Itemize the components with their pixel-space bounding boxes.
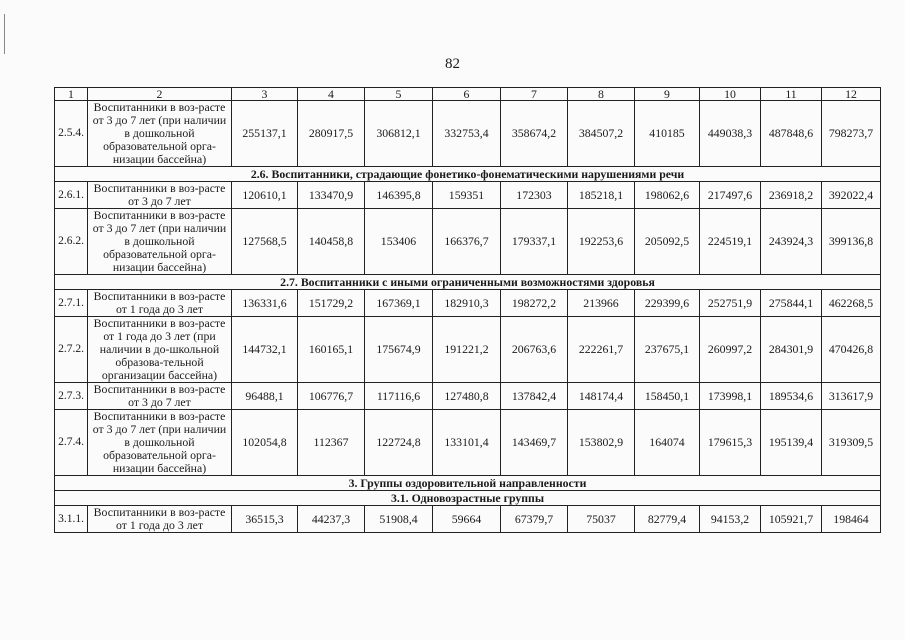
value-cell: 462268,5 — [822, 290, 881, 317]
value-cell: 159351 — [433, 182, 501, 209]
section-heading-row — [55, 167, 881, 182]
value-cell: 217497,6 — [700, 182, 761, 209]
row-code: 2.5.4. — [55, 101, 88, 167]
value-cell: 136331,6 — [232, 290, 298, 317]
value-cell: 158450,1 — [635, 383, 700, 410]
value-cell: 167369,1 — [365, 290, 433, 317]
value-cell: 222261,7 — [568, 317, 635, 383]
value-cell: 410185 — [635, 101, 700, 167]
value-cell: 205092,5 — [635, 209, 700, 275]
row-description: Воспитанники в воз-расте от 3 до 7 лет (при наличии в дошкольной образовательной орга-низации бассейна) — [88, 410, 232, 476]
value-cell: 127568,5 — [232, 209, 298, 275]
table-row — [55, 209, 881, 275]
value-cell: 182910,3 — [433, 290, 501, 317]
value-cell: 198464 — [822, 506, 881, 533]
table-row — [55, 182, 881, 209]
row-description: Воспитанники в воз-расте от 3 до 7 лет — [88, 182, 232, 209]
value-cell: 67379,7 — [501, 506, 568, 533]
table-row — [55, 290, 881, 317]
value-cell: 122724,8 — [365, 410, 433, 476]
value-cell: 487848,6 — [761, 101, 822, 167]
value-cell: 198062,6 — [635, 182, 700, 209]
column-number-7: 7 — [501, 88, 568, 101]
value-cell: 175674,9 — [365, 317, 433, 383]
section-title: 2.7. Воспитанники с иными ограниченными возможностями здоровья — [55, 275, 881, 290]
value-cell: 164074 — [635, 410, 700, 476]
scan-edge-mark — [4, 14, 7, 54]
value-cell: 280917,5 — [298, 101, 365, 167]
row-code: 2.7.3. — [55, 383, 88, 410]
value-cell: 153802,9 — [568, 410, 635, 476]
value-cell: 229399,6 — [635, 290, 700, 317]
table-row — [55, 410, 881, 476]
value-cell: 252751,9 — [700, 290, 761, 317]
value-cell: 137842,4 — [501, 383, 568, 410]
value-cell: 237675,1 — [635, 317, 700, 383]
value-cell: 166376,7 — [433, 209, 501, 275]
value-cell: 82779,4 — [635, 506, 700, 533]
row-code: 2.6.1. — [55, 182, 88, 209]
table-body — [55, 88, 881, 533]
value-cell: 224519,1 — [700, 209, 761, 275]
column-number-2: 2 — [88, 88, 232, 101]
value-cell: 160165,1 — [298, 317, 365, 383]
value-cell: 148174,4 — [568, 383, 635, 410]
value-cell: 146395,8 — [365, 182, 433, 209]
value-cell: 105921,7 — [761, 506, 822, 533]
value-cell: 260997,2 — [700, 317, 761, 383]
row-description: Воспитанники в воз-расте от 3 до 7 лет — [88, 383, 232, 410]
value-cell: 96488,1 — [232, 383, 298, 410]
value-cell: 44237,3 — [298, 506, 365, 533]
value-cell: 255137,1 — [232, 101, 298, 167]
value-cell: 151729,2 — [298, 290, 365, 317]
page-number: 82 — [445, 56, 460, 72]
value-cell: 399136,8 — [822, 209, 881, 275]
section-title: 3. Группы оздоровительной направленности — [55, 476, 881, 491]
row-code: 2.7.2. — [55, 317, 88, 383]
column-number-11: 11 — [761, 88, 822, 101]
column-number-row — [55, 88, 881, 101]
value-cell: 173998,1 — [700, 383, 761, 410]
value-cell: 798273,7 — [822, 101, 881, 167]
row-description: Воспитанники в воз-расте от 1 года до 3 лет (при наличии в до-школьной образова-тельной организации бассейна) — [88, 317, 232, 383]
value-cell: 112367 — [298, 410, 365, 476]
value-cell: 94153,2 — [700, 506, 761, 533]
row-description: Воспитанники в воз-расте от 3 до 7 лет (при наличии в дошкольной образовательной орга-низации бассейна) — [88, 101, 232, 167]
value-cell: 313617,9 — [822, 383, 881, 410]
value-cell: 144732,1 — [232, 317, 298, 383]
column-number-3: 3 — [232, 88, 298, 101]
table-row — [55, 317, 881, 383]
value-cell: 140458,8 — [298, 209, 365, 275]
value-cell: 449038,3 — [700, 101, 761, 167]
tariff-table — [54, 87, 881, 533]
value-cell: 189534,6 — [761, 383, 822, 410]
row-code: 2.7.4. — [55, 410, 88, 476]
value-cell: 127480,8 — [433, 383, 501, 410]
column-number-1: 1 — [55, 88, 88, 101]
value-cell: 275844,1 — [761, 290, 822, 317]
value-cell: 102054,8 — [232, 410, 298, 476]
value-cell: 191221,2 — [433, 317, 501, 383]
value-cell: 195139,4 — [761, 410, 822, 476]
value-cell: 59664 — [433, 506, 501, 533]
table-row — [55, 506, 881, 533]
value-cell: 185218,1 — [568, 182, 635, 209]
value-cell: 120610,1 — [232, 182, 298, 209]
row-code: 2.6.2. — [55, 209, 88, 275]
table-row — [55, 101, 881, 167]
table-row — [55, 383, 881, 410]
value-cell: 198272,2 — [501, 290, 568, 317]
value-cell: 143469,7 — [501, 410, 568, 476]
value-cell: 236918,2 — [761, 182, 822, 209]
value-cell: 213966 — [568, 290, 635, 317]
row-code: 2.7.1. — [55, 290, 88, 317]
section-heading-row — [55, 476, 881, 491]
column-number-4: 4 — [298, 88, 365, 101]
value-cell: 51908,4 — [365, 506, 433, 533]
column-number-9: 9 — [635, 88, 700, 101]
value-cell: 392022,4 — [822, 182, 881, 209]
section-heading-row — [55, 491, 881, 506]
value-cell: 179337,1 — [501, 209, 568, 275]
column-number-10: 10 — [700, 88, 761, 101]
value-cell: 117116,6 — [365, 383, 433, 410]
value-cell: 133101,4 — [433, 410, 501, 476]
value-cell: 243924,3 — [761, 209, 822, 275]
column-number-6: 6 — [433, 88, 501, 101]
value-cell: 36515,3 — [232, 506, 298, 533]
column-number-12: 12 — [822, 88, 881, 101]
value-cell: 153406 — [365, 209, 433, 275]
section-title: 3.1. Одновозрастные группы — [55, 491, 881, 506]
value-cell: 133470,9 — [298, 182, 365, 209]
value-cell: 358674,2 — [501, 101, 568, 167]
row-code: 3.1.1. — [55, 506, 88, 533]
column-number-8: 8 — [568, 88, 635, 101]
value-cell: 284301,9 — [761, 317, 822, 383]
value-cell: 206763,6 — [501, 317, 568, 383]
value-cell: 172303 — [501, 182, 568, 209]
column-number-5: 5 — [365, 88, 433, 101]
section-heading-row — [55, 275, 881, 290]
row-description: Воспитанники в воз-расте от 1 года до 3 лет — [88, 506, 232, 533]
row-description: Воспитанники в воз-расте от 3 до 7 лет (при наличии в дошкольной образовательной орга-низации бассейна) — [88, 209, 232, 275]
value-cell: 179615,3 — [700, 410, 761, 476]
value-cell: 332753,4 — [433, 101, 501, 167]
section-title: 2.6. Воспитанники, страдающие фонетико-фонематическими нарушениями речи — [55, 167, 881, 182]
value-cell: 319309,5 — [822, 410, 881, 476]
value-cell: 470426,8 — [822, 317, 881, 383]
value-cell: 306812,1 — [365, 101, 433, 167]
value-cell: 75037 — [568, 506, 635, 533]
value-cell: 106776,7 — [298, 383, 365, 410]
value-cell: 384507,2 — [568, 101, 635, 167]
row-description: Воспитанники в воз-расте от 1 года до 3 лет — [88, 290, 232, 317]
value-cell: 192253,6 — [568, 209, 635, 275]
